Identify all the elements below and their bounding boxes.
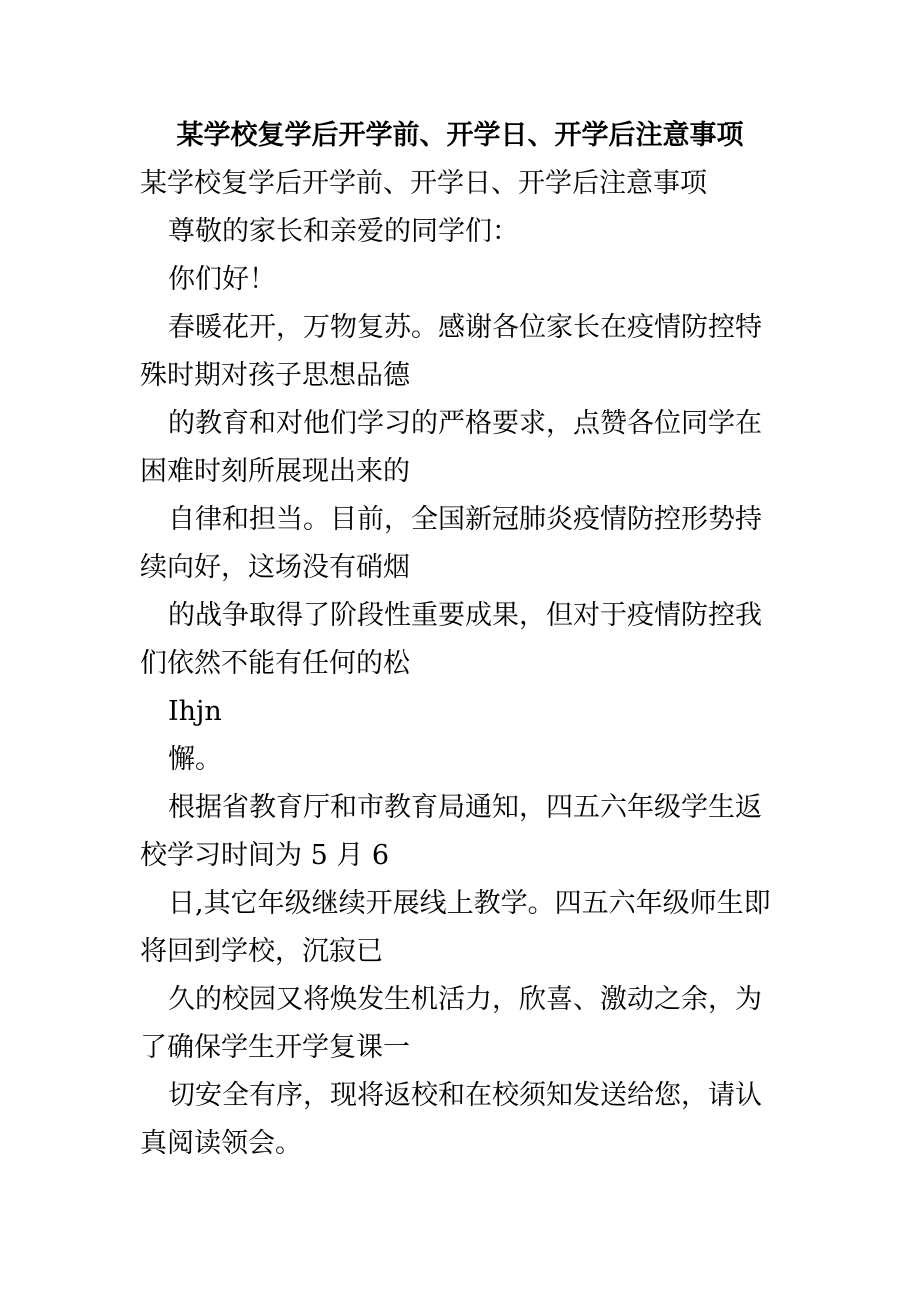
greeting-line: 尊敬的家长和亲爱的同学们： — [168, 216, 519, 247]
paragraph-line: 的教育和对他们学习的严格要求，点赞各位同学在 — [168, 408, 762, 439]
paragraph-line: 根据省教育厅和市教育局通知，四五六年级学生返 — [168, 792, 762, 823]
paragraph-line: 殊时期对孩子思想品德 — [140, 360, 410, 391]
paragraph-line: 春暖花开，万物复苏。感谢各位家长在疫情防控特 — [168, 312, 762, 343]
paragraph-line: 切安全有序，现将返校和在校须知发送给您，请认 — [168, 1080, 762, 1111]
paragraph-line: 困难时刻所展现出来的 — [140, 456, 410, 487]
paragraph-line: 们依然不能有任何的松 — [140, 648, 410, 679]
paragraph-line: 的战争取得了阶段性重要成果，但对于疫情防控我 — [168, 600, 762, 631]
paragraph-line: 自律和担当。目前，全国新冠肺炎疫情防控形势持 — [168, 504, 762, 535]
paragraph-line: 真阅读领会。 — [140, 1128, 302, 1159]
paragraph-line: 了确保学生开学复课一 — [140, 1032, 410, 1063]
paragraph-line: 日,其它年级继续开展线上教学。四五六年级师生即 — [168, 888, 771, 919]
hello-line: 你们好！ — [168, 264, 276, 295]
paragraph-line: 续向好，这场没有硝烟 — [140, 552, 410, 583]
subtitle-line: 某学校复学后开学前、开学日、开学后注意事项 — [140, 168, 707, 199]
paragraph-line: 将回到学校，沉寂已 — [140, 936, 383, 967]
document-title: 某学校复学后开学前、开学日、开学后注意事项 — [176, 120, 744, 151]
pinyin-line: Ihjn — [168, 696, 222, 727]
paragraph-line: 校学习时间为 5 月 6 — [140, 840, 390, 871]
paragraph-line: 久的校园又将焕发生机活力，欣喜、激动之余，为 — [168, 984, 762, 1015]
paragraph-line: 懈。 — [168, 744, 222, 775]
